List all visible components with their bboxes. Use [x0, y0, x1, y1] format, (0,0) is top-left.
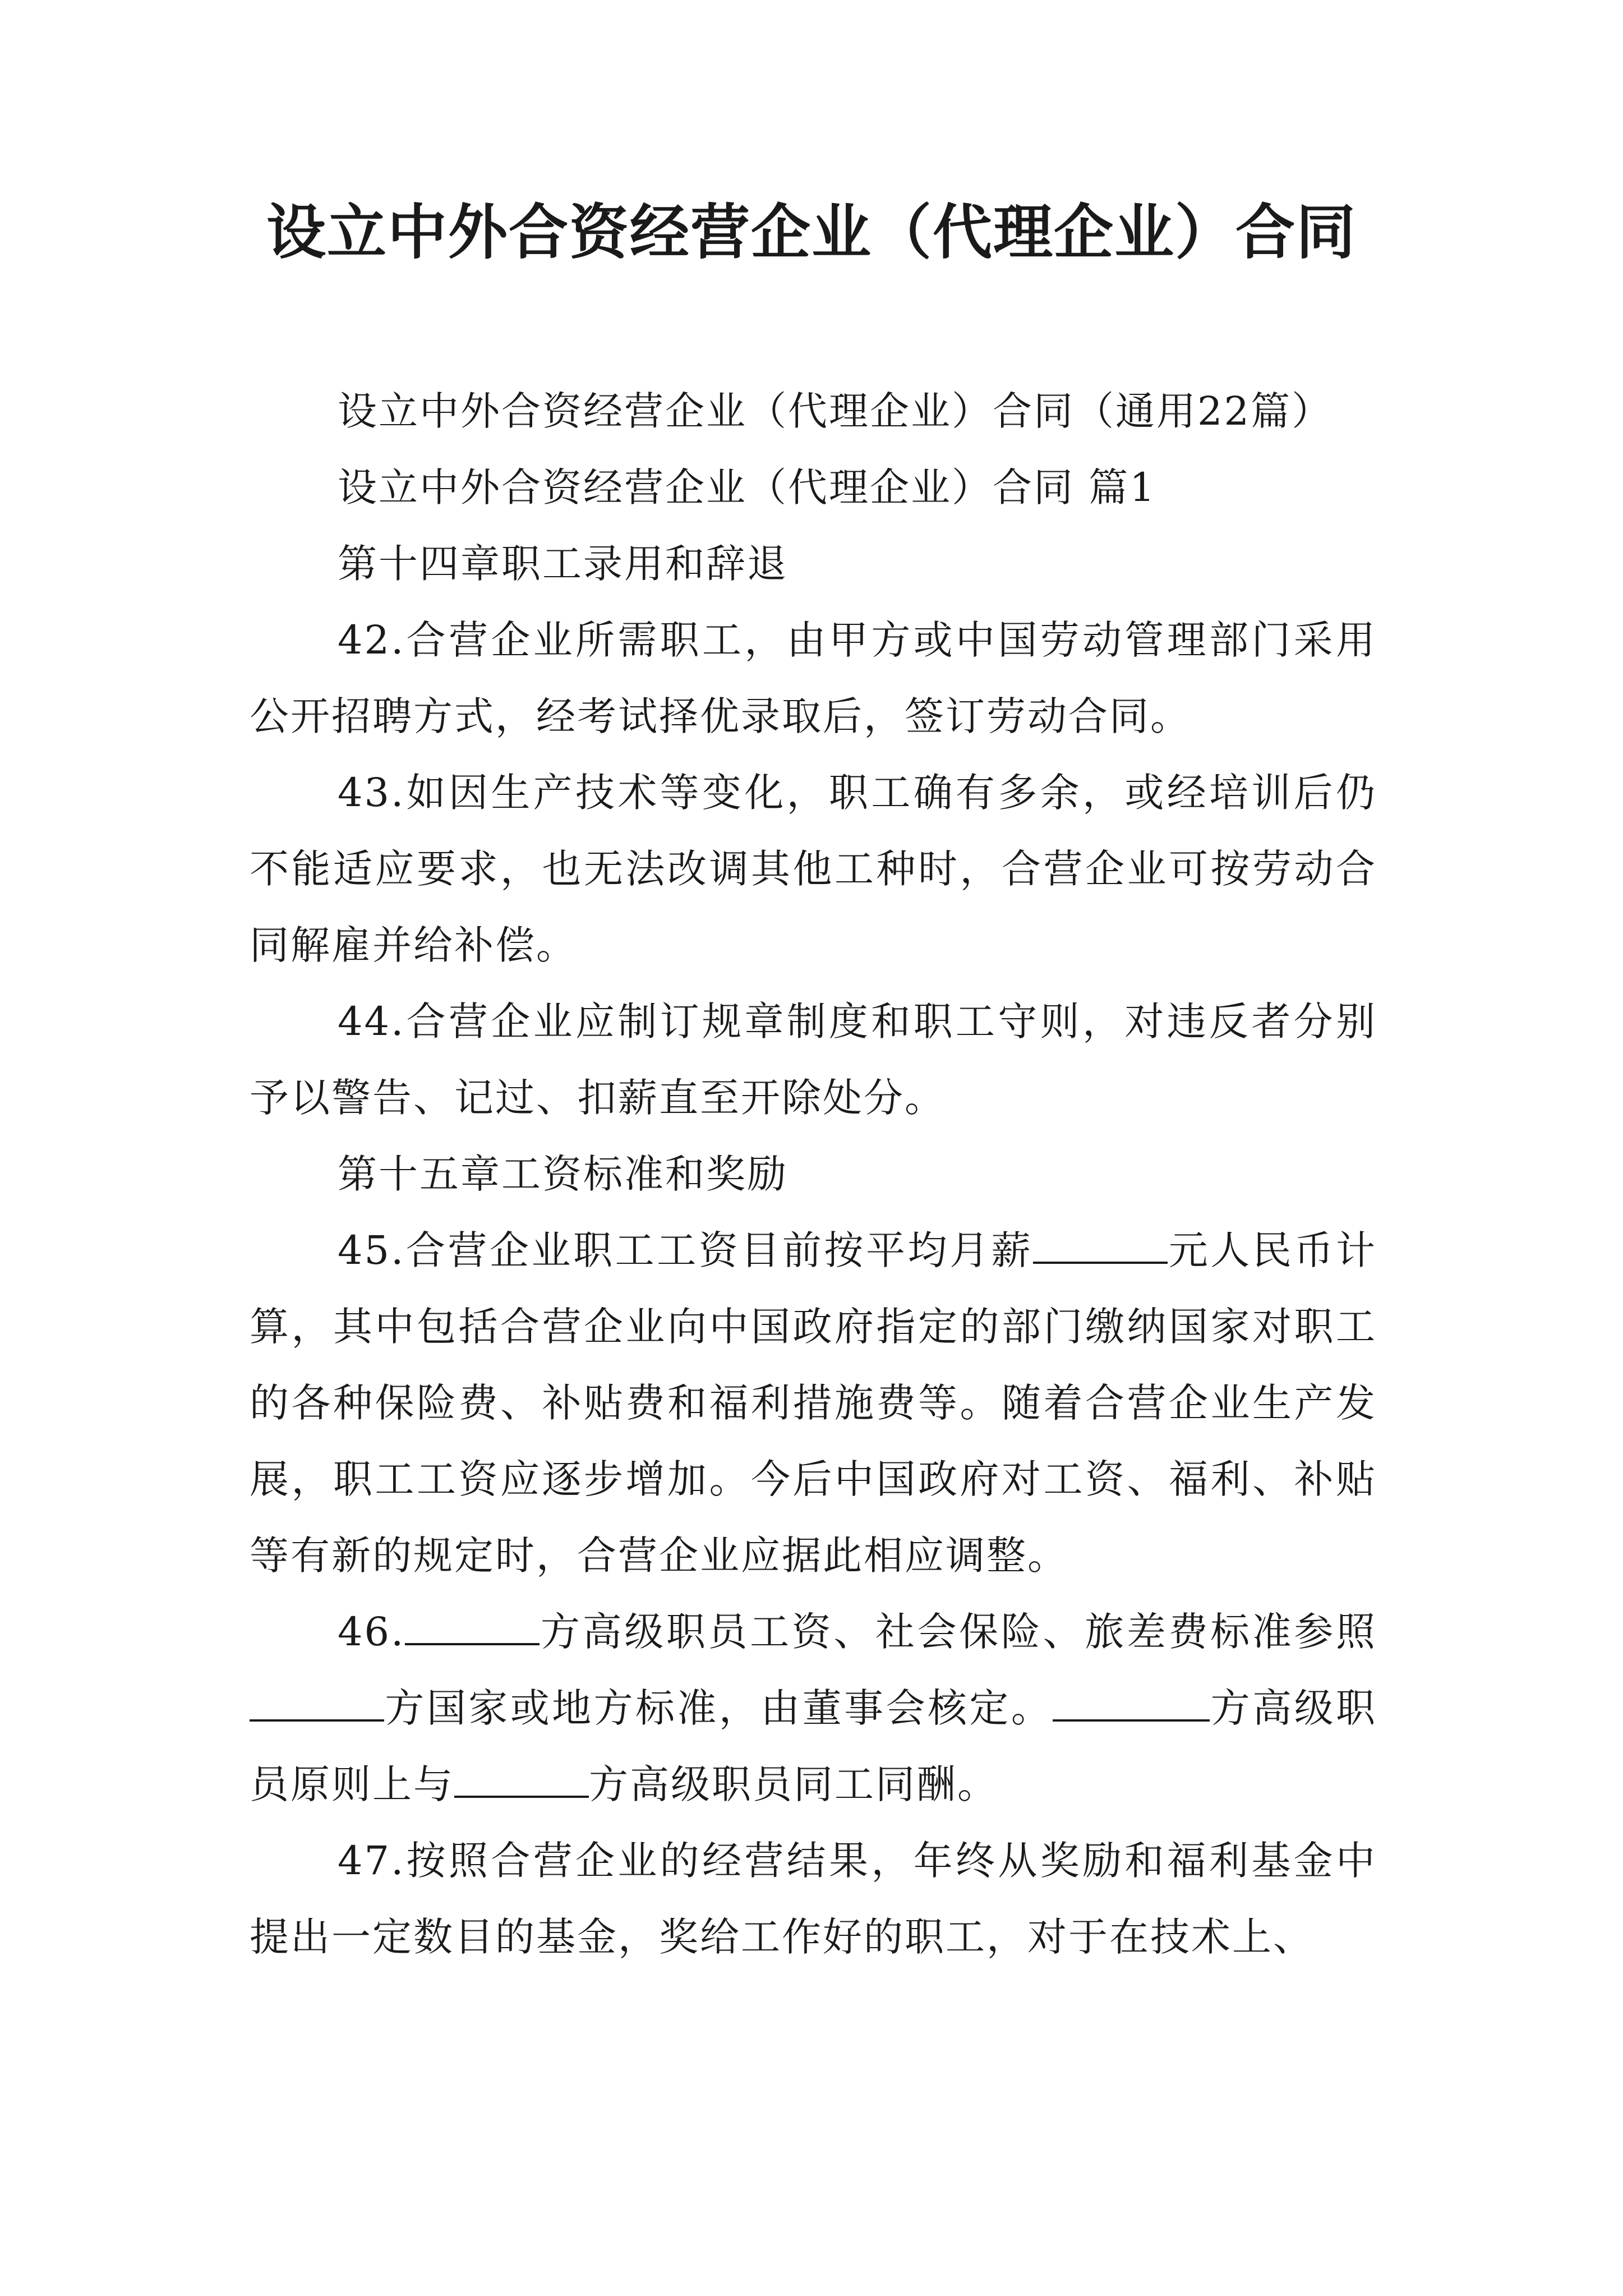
blank-underline	[1053, 1677, 1115, 1722]
clause-47: 47.按照合营企业的经营结果，年终从奖励和福利基金中提出一定数目的基金，奖给工作好的职工，对于在技术上、	[250, 1838, 1377, 1960]
clause-46	[250, 1594, 1377, 1823]
blank-underline	[1033, 1219, 1168, 1264]
clause-42: 42.合营企业所需职工，由甲方或中国劳动管理部门采用公开招聘方式，经考试择优录取后，签订劳动合同。	[250, 617, 1377, 739]
paragraph-subtitle: 设立中外合资经营企业（代理企业）合同（通用22篇）	[338, 388, 1333, 434]
chapter-heading-14: 第十四章职工录用和辞退	[338, 541, 788, 587]
blank-underline	[250, 1677, 384, 1722]
clause-43: 43.如因生产技术等变化，职工确有多余，或经培训后仍不能适应要求，也无法改调其他工种时，合营企业可按劳动合同解雇并给补偿。	[250, 770, 1377, 968]
clause-46-text-3: 方高级职员原则上与	[250, 1685, 1377, 1807]
paragraph-part-heading: 设立中外合资经营企业（代理企业）合同 篇1	[338, 464, 1156, 510]
clause-46-text-1: 方高级职员工资、社会保险、旅差费标准参照	[540, 1609, 1377, 1655]
clause-46-number: 46.	[338, 1609, 405, 1655]
blank-underline	[1115, 1677, 1210, 1722]
blank-underline	[454, 1753, 589, 1798]
clause-45-text-end: 元人民币计算，其中包括合营企业向中国政府指定的部门缴纳国家对职工的各种保险费、补贴费和福利措施费等。随着合营企业生产发展，职工工资应逐步增加。今后中国政府对工资、福利、补贴等有新的规定时，合营企业应据此相应调整。	[250, 1227, 1377, 1579]
blank-underline	[405, 1600, 540, 1645]
chapter-heading-15: 第十五章工资标准和奖励	[338, 1151, 788, 1197]
document-body	[250, 373, 1377, 1975]
clause-46-text-2: 方国家或地方标准，由董事会核定。	[384, 1685, 1053, 1731]
clause-45	[250, 1212, 1377, 1594]
clause-45-text-start: 45.合营企业职工工资目前按平均月薪	[338, 1227, 1034, 1273]
document-title: 设立中外合资经营企业（代理企业）合同	[266, 198, 1357, 267]
clause-46-text-4: 方高级职员同工同酬。	[589, 1761, 998, 1807]
clause-44: 44.合营企业应制订规章制度和职工守则，对违反者分别予以警告、记过、扣薪直至开除处分。	[250, 999, 1377, 1121]
